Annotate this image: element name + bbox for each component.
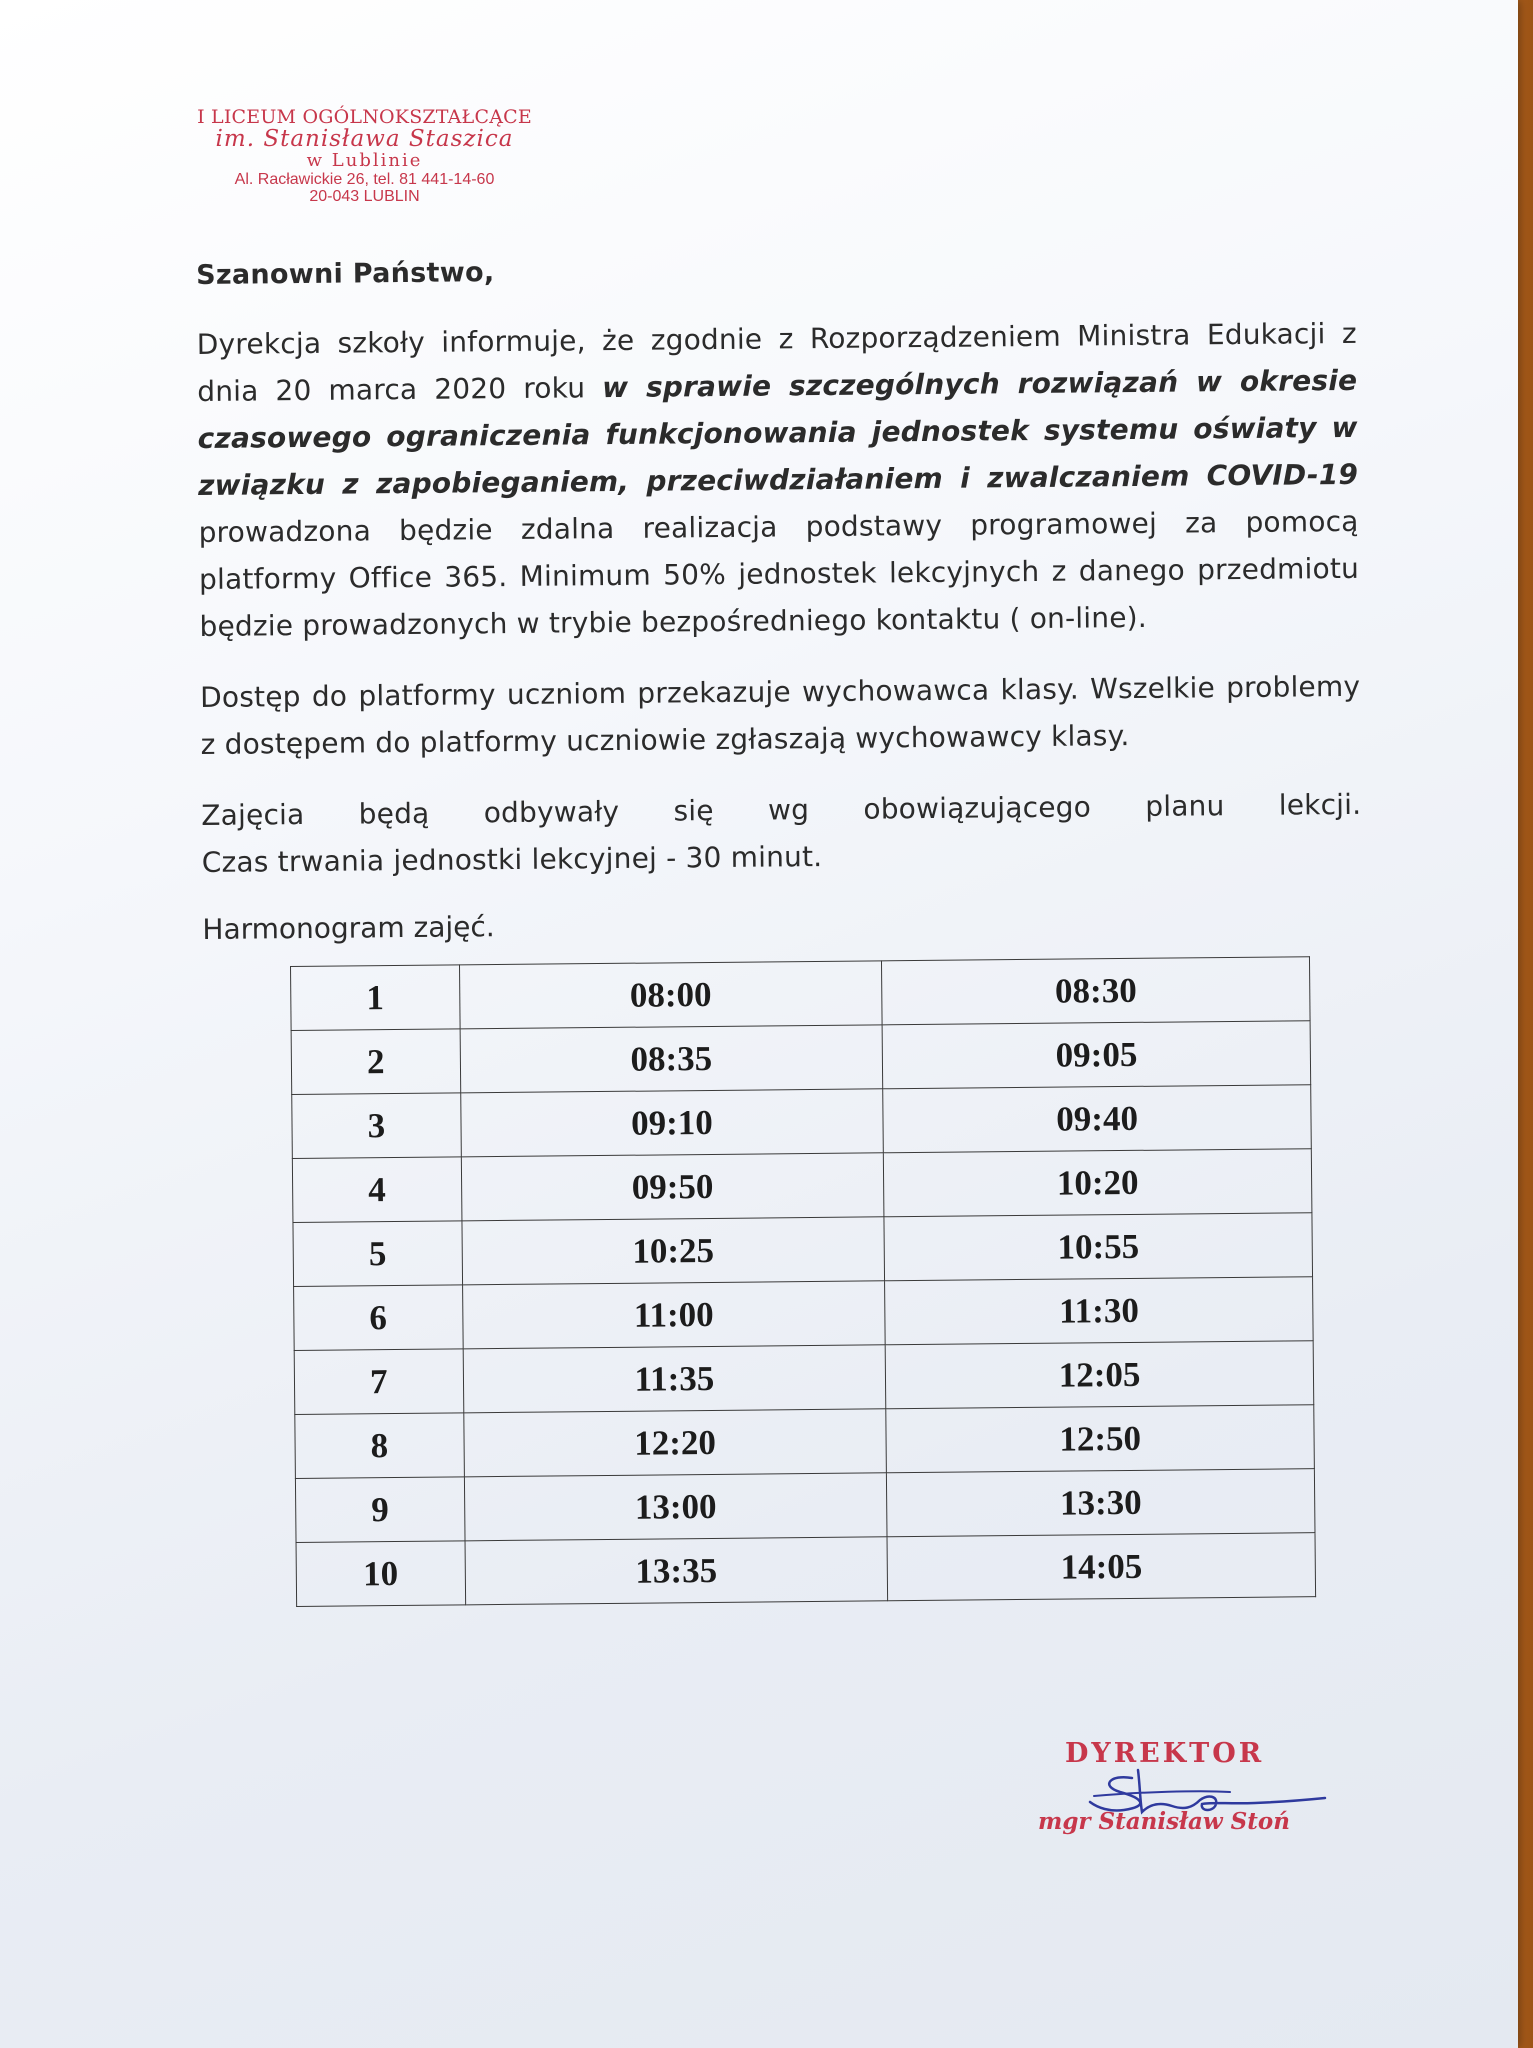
lesson-schedule-table xyxy=(290,956,1316,1607)
paragraph-remote-learning-details: prowadzona będzie zdalna realizacja podstawy programowej za pomocą platformy Office 365. Minimum 50% jednostek lekcyjnych z danego przedmiotu będzie prowadzonych w trybie bezpośredniego kontaktu ( on-line). xyxy=(198,504,1360,643)
schedule-row xyxy=(295,1469,1315,1543)
schedule-row xyxy=(294,1277,1314,1351)
lesson-start-time: 13:00 xyxy=(464,1473,887,1541)
stamp-postal-code: 20-043 LUBLIN xyxy=(309,188,420,205)
director-signature-stamp xyxy=(1020,1730,1310,1850)
lesson-start-time: 08:35 xyxy=(460,1025,883,1093)
lesson-start-time: 08:00 xyxy=(459,961,882,1029)
lesson-number: 4 xyxy=(292,1157,461,1223)
stamp-address: Al. Racławickie 26, tel. 81 441-14-60 xyxy=(234,171,495,188)
school-header-stamp xyxy=(192,108,537,205)
schedule-heading: Harmonogram zajęć. xyxy=(202,910,495,946)
schedule-row xyxy=(292,1085,1312,1159)
paragraph-lesson-plan xyxy=(201,781,1362,886)
lesson-end-time: 14:05 xyxy=(887,1533,1315,1601)
lesson-number: 8 xyxy=(295,1413,464,1479)
lesson-end-time: 11:30 xyxy=(885,1277,1313,1345)
lesson-number: 1 xyxy=(291,965,460,1031)
lesson-end-time: 09:05 xyxy=(882,1021,1310,1089)
lesson-start-time: 10:25 xyxy=(462,1217,885,1285)
schedule-row xyxy=(291,957,1311,1031)
schedule-row xyxy=(292,1149,1312,1223)
schedule-row xyxy=(294,1341,1314,1415)
lesson-end-time: 12:05 xyxy=(885,1341,1313,1409)
lesson-number: 5 xyxy=(293,1221,462,1287)
lesson-number: 10 xyxy=(296,1541,465,1607)
lesson-duration-line: Czas trwania jednostki lekcyjnej - 30 minut. xyxy=(201,840,823,879)
lesson-start-time: 11:35 xyxy=(463,1345,886,1413)
stamp-school-patron: im. Stanisława Staszica xyxy=(215,126,514,152)
stamp-city: w Lublinie xyxy=(306,150,423,171)
lesson-start-time: 12:20 xyxy=(463,1409,886,1477)
regulation-title: w sprawie szczególnych rozwiązań w okresie czasowego ograniczenia funkcjonowania jednostek systemu oświaty w związku z zapobieganiem, przeciwdziałaniem i zwalczaniem COVID-19 xyxy=(197,363,1359,502)
lesson-end-time: 13:30 xyxy=(887,1469,1315,1537)
paragraph-remote-learning-intro: Dyrekcja szkoły informuje, że zgodnie z Rozporządzeniem Ministra Edukacji z dnia 20 marca 2020 roku xyxy=(196,316,1357,408)
lesson-number: 6 xyxy=(294,1285,463,1351)
lesson-end-time: 10:55 xyxy=(884,1213,1312,1281)
greeting: Szanowni Państwo, xyxy=(196,257,495,291)
lesson-end-time: 09:40 xyxy=(883,1085,1311,1153)
schedule-rows xyxy=(291,957,1316,1607)
letter-body xyxy=(196,249,1363,950)
signature-title: DYREKTOR xyxy=(1065,1738,1265,1769)
signature-name: mgr Stanisław Stoń xyxy=(1038,1808,1290,1835)
lesson-start-time: 09:50 xyxy=(461,1153,884,1221)
lesson-end-time: 08:30 xyxy=(882,957,1310,1025)
lesson-plan-line: Zajęcia będą odbywały się wg obowiązującego planu lekcji. xyxy=(201,787,1362,832)
lesson-number: 9 xyxy=(295,1477,464,1543)
lesson-number: 7 xyxy=(294,1349,463,1415)
schedule-row xyxy=(293,1213,1313,1287)
lesson-start-time: 09:10 xyxy=(460,1089,883,1157)
lesson-number: 3 xyxy=(292,1093,461,1159)
lesson-start-time: 11:00 xyxy=(462,1281,885,1349)
paragraph-platform-access: Dostęp do platformy uczniom przekazuje wychowawca klasy. Wszelkie problemy z dostępem do platformy uczniowie zgłaszają wychowawcy klasy. xyxy=(200,669,1361,761)
lesson-end-time: 12:50 xyxy=(886,1405,1314,1473)
stamp-school-name: I LICEUM OGÓLNOKSZTAŁCĄCE xyxy=(197,106,532,128)
lesson-end-time: 10:20 xyxy=(884,1149,1312,1217)
schedule-row xyxy=(296,1533,1316,1607)
schedule-row xyxy=(291,1021,1311,1095)
lesson-start-time: 13:35 xyxy=(465,1537,888,1605)
lesson-number: 2 xyxy=(291,1029,460,1095)
paragraph-remote-learning xyxy=(197,310,1360,650)
schedule-row xyxy=(295,1405,1315,1479)
